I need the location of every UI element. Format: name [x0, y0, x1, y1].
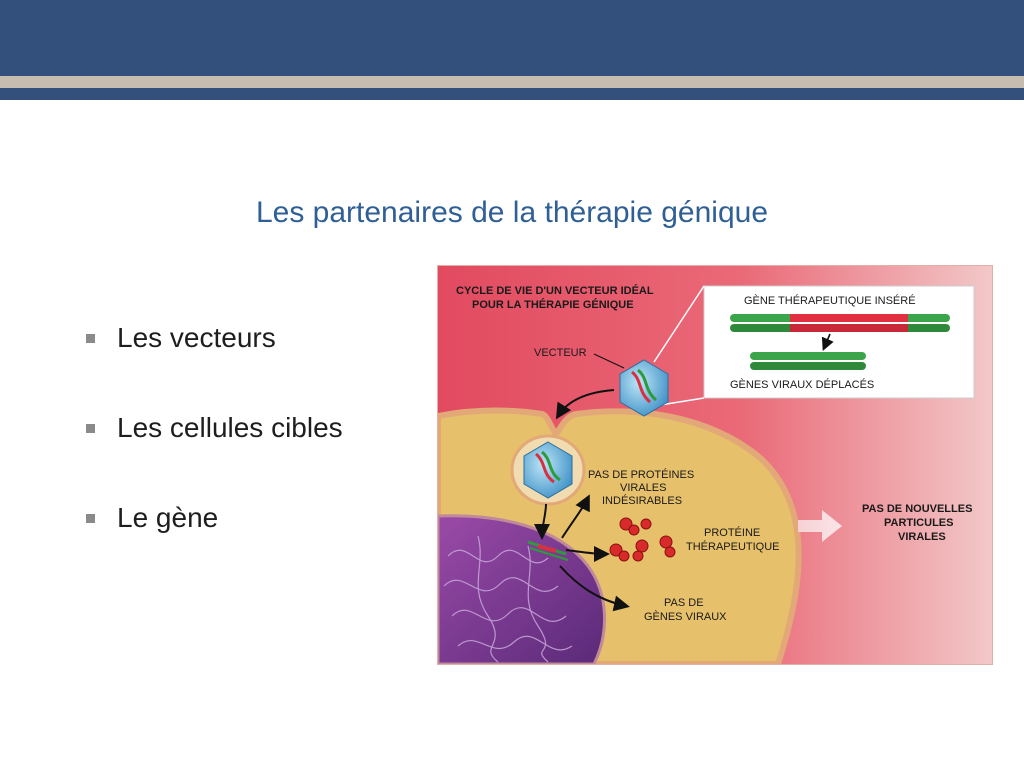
no-viral-genes-line2: GÈNES VIRAUX [644, 611, 727, 623]
no-viral-proteins-line2: VIRALES [620, 482, 667, 494]
bullet-text: Les cellules cibles [117, 412, 343, 443]
inset-bottom-label: GÈNES VIRAUX DÉPLACÉS [730, 379, 875, 391]
no-new-particles-line1: PAS DE NOUVELLES [862, 503, 973, 515]
gene-therapy-vector-diagram [438, 266, 992, 664]
header-band [0, 0, 1024, 76]
vector-label: VECTEUR [534, 347, 587, 359]
inset-top-label: GÈNE THÉRAPEUTIQUE INSÉRÉ [744, 295, 916, 307]
slide-title: Les partenaires de la thérapie génique [255, 196, 769, 229]
bullet-text: Les vecteurs [117, 322, 276, 353]
bullet-list [86, 318, 343, 588]
bullet-item [86, 498, 343, 538]
no-viral-proteins-line1: PAS DE PROTÉINES [588, 469, 695, 481]
figure-title-line2: POUR LA THÉRAPIE GÉNIQUE [472, 299, 634, 311]
header-stripe [0, 76, 1024, 88]
figure-title-line1: CYCLE DE VIE D'UN VECTEUR IDÉAL [456, 285, 654, 297]
square-bullet-icon [86, 514, 95, 523]
therapeutic-protein-line2: THÉRAPEUTIQUE [686, 541, 780, 553]
bullet-item [86, 408, 343, 448]
bullet-item [86, 318, 343, 358]
square-bullet-icon [86, 424, 95, 433]
no-viral-proteins-line3: INDÉSIRABLES [602, 495, 683, 507]
no-viral-genes-line1: PAS DE [664, 597, 704, 609]
no-new-particles-line3: VIRALES [898, 531, 946, 543]
square-bullet-icon [86, 334, 95, 343]
no-new-particles-line2: PARTICULES [884, 517, 954, 529]
bullet-text: Le gène [117, 502, 219, 533]
header-bottom-band [0, 88, 1024, 100]
therapeutic-protein-line1: PROTÉINE [704, 527, 761, 539]
